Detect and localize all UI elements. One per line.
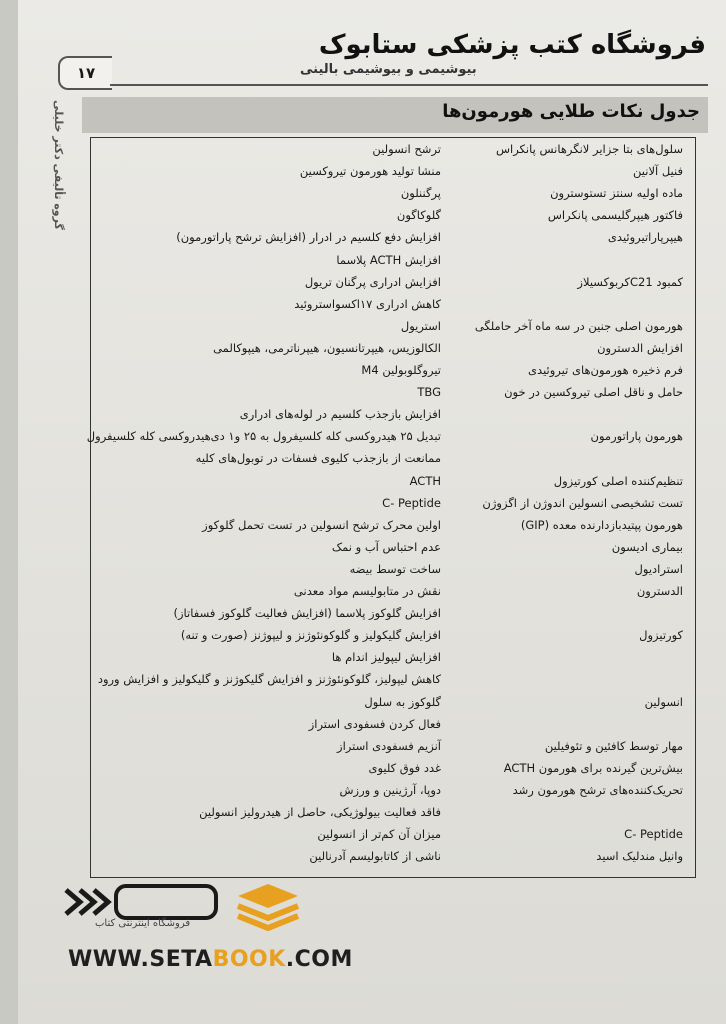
fact-cell: افزایش گلیکولیز و گلوکونئوژنز و لیپوژنز (صورت و تنه) [180,628,441,643]
topic-cell: هیپرپاراتیروئیدی [607,230,683,245]
table-row [91,341,695,361]
table-row [91,628,695,648]
fact-cell: C- Peptide [382,495,441,510]
fact-cell: افزایش ادراری پرگنان تریول [304,274,441,289]
fact-cell: گلوکاگون [396,208,441,223]
fact-cell: غدد فوق کلیوی [368,760,441,775]
fact-cell: استریول [400,318,441,333]
fact-cell: افزایش ACTH پلاسما [336,252,441,267]
fact-cell: گلوکوز به سلول [364,694,441,709]
table-row [91,717,695,737]
table-row [91,142,695,162]
logo-tagline: فروشگاه اینترنتی کتاب [95,918,191,929]
table-row [91,319,695,339]
topic-cell: هورمون پپتیدبازدارنده معده (GIP) [520,517,683,532]
fact-cell: آنزیم فسفودی استراز [337,738,441,753]
fact-cell: اولین محرک ترشح انسولین در تست تحمل گلوکوز [202,517,441,532]
fact-cell: ترشح انسولین [372,142,441,156]
hormone-table [86,137,696,878]
topic-cell: ماده اولیه سنتز تستوسترون [550,186,683,201]
cube-logo-icon [233,880,303,932]
topic-cell: انسولین [644,694,683,709]
fact-cell: تیروگلوبولین M4 [361,363,441,377]
topic-cell: افزایش الدسترون [597,340,683,355]
topic-cell: بیماری ادیسون [611,539,683,554]
table-row [91,297,695,317]
table-row [91,584,695,604]
table-row [91,739,695,759]
topic-cell: فاکتور هیپرگلیسمی پانکراس [547,208,683,223]
topic-cell: کمبود C21کربوکسیلاز [577,274,683,289]
topic-cell: مهار توسط کافئین و تئوفیلین [544,738,683,753]
fact-cell: افزایش بازجذب کلسیم در لوله‌های ادراری [239,407,441,422]
fact-cell: TBG [417,385,441,400]
topic-cell: کورتیزول [639,628,683,643]
topic-cell: استرادیول [634,561,683,576]
table-row [91,783,695,803]
topic-cell: الدسترون [636,584,683,598]
table-row [91,496,695,516]
site-url[interactable]: WWW.SETABOOK.COM [68,947,353,972]
fact-cell: ساخت توسط بیضه [349,561,441,576]
table-row [91,451,695,471]
fact-cell: افزایش دفع کلسیم در ادرار (افزایش ترشح پاراتورمون) [176,230,441,245]
fact-cell: افزایش گلوکوز پلاسما (افزایش فعالیت گلوکوز فسفاتاز) [173,606,441,621]
table-row [91,407,695,427]
table-row [91,695,695,715]
header-rule [110,84,708,86]
fact-cell: عدم احتباس آب و نمک [331,539,441,554]
topic-cell: تست تشخیصی انسولین اندوژن از اگزوژن [482,495,683,510]
fact-cell: دوپا، آرژینین و ورزش [339,782,441,797]
table-row [91,164,695,184]
fact-cell: منشا تولید هورمون تیروکسین [299,164,441,179]
table-row [91,253,695,273]
table-row [86,429,695,449]
topic-cell: فنیل آلانین [633,164,683,179]
fact-cell: الکالوزیس، هیپرتانسیون، هیپرناترمی، هیپوکالمی [213,340,441,355]
table-row [91,208,695,228]
table-row [91,650,695,670]
fact-cell: ممانعت از بازجذب کلیوی فسفات در توبول‌های کلیه [195,451,441,466]
table-row [91,540,695,560]
table-row [91,518,695,538]
topic-cell: وانیل مندلیک اسید [596,849,683,864]
topic-cell: سلول‌های بتا جزایر لانگرهانس پانکراس [495,142,683,156]
table-row [91,186,695,206]
topic-cell: هورمون پاراتورمون [590,429,683,444]
side-author-text: گروه تألیفی دکتر خلیلی [52,100,65,230]
table-row [91,275,695,295]
fact-cell: تبدیل ۲۵ هیدروکسی کله کلسیفرول به ۲۵ و۱ دی‌هیدروکسی کله کلسیفرول [86,429,441,444]
fact-cell: افزایش لیپولیز اندام ها [331,650,441,665]
table-row [91,849,695,869]
topic-cell: هورمون اصلی جنین در سه ماه آخر حاملگی [474,318,683,333]
topic-cell: بیش‌ترین گیرنده برای هورمون ACTH [503,760,683,775]
topic-cell: تحریک‌کننده‌های ترشح هورمون رشد [512,782,683,797]
fact-cell: نقش در متابولیسم مواد معدنی [293,584,441,598]
table-row [91,474,695,494]
store-title: فروشگاه کتب پزشکی ستابوک [318,30,706,60]
topic-cell: فرم ذخیره هورمون‌های تیروئیدی [528,363,683,377]
page-number: ۱۷ [58,56,112,90]
table-row [91,672,695,692]
table-row [91,230,695,250]
topic-cell: حامل و ناقل اصلی تیروکسین در خون [504,385,683,400]
table-row [91,761,695,781]
fact-cell: میزان آن کم‌تر از انسولین [317,827,441,842]
fact-cell: کاهش لیپولیز، گلوکونئوژنز و افزایش گلیکوژنز و گلیکولیز و افزایش ورود [97,672,441,687]
fact-cell: ناشی از کاتابولیسم آدرنالین [309,849,441,864]
table-row [91,562,695,582]
table-row [91,827,695,847]
table-row [91,363,695,383]
table-row [91,805,695,825]
fact-cell: ACTH [409,473,441,488]
chapter-title: بیوشیمی و بیوشیمی بالینی [300,62,477,77]
fact-cell: فاقد فعالیت بیولوژیکی، حاصل از هیدرولیز انسولین [199,805,441,819]
section-title: جدول نکات طلایی هورمون‌ها [442,101,700,122]
fact-cell: فعال کردن فسفودی استراز [308,716,441,731]
table-row [91,606,695,626]
topic-cell: تنظیم‌کننده اصلی کورتیزول [553,473,683,488]
topic-cell: C- Peptide [624,827,683,842]
table-row [91,385,695,405]
fact-cell: پرگننلون [400,186,441,201]
fact-cell: کاهش ادراری ۱۷اکسواستروئید [294,296,441,311]
